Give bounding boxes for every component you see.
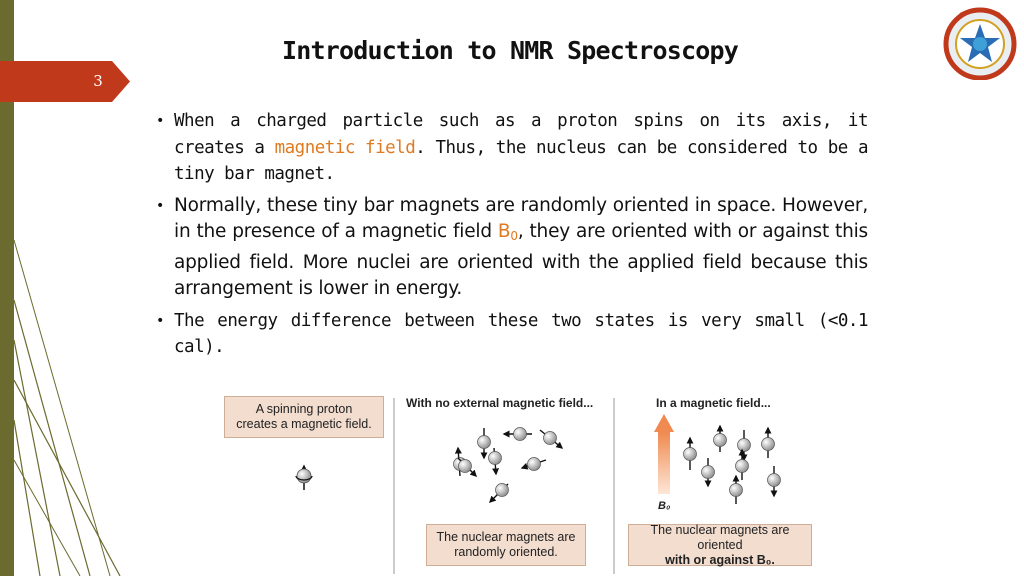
university-logo bbox=[940, 4, 1020, 80]
random-nuclei-group bbox=[454, 428, 563, 503]
caption-random: The nuclear magnets are randomly oriented. bbox=[426, 524, 586, 566]
spinning-proton-icon bbox=[296, 466, 312, 490]
nmr-figure bbox=[222, 390, 822, 574]
slide-number: 3 bbox=[93, 72, 103, 90]
field-label-b0: B₀ bbox=[658, 500, 671, 512]
bullet-list bbox=[156, 108, 868, 366]
highlight-magnetic-field: magnetic field bbox=[274, 137, 416, 158]
symbol-b0: $B_0$ bbox=[497, 221, 518, 243]
bullet-item: • Normally, these tiny bar magnets are randomly oriented in space. However, in the presence of a magnetic field $B_0$, they are oriented with or against this applied field. More nuclei are oriented with the applied field because this arrangement is lower in energy. bbox=[156, 193, 868, 303]
heading-no-field: With no external magnetic field... bbox=[406, 396, 594, 410]
bullet-item: • The energy difference between these two states is very small (<0.1 cal). bbox=[156, 308, 868, 361]
caption-oriented: The nuclear magnets are oriented with or against B₀. bbox=[628, 524, 812, 566]
bullet-item: • When a charged particle such as a proton spins on its axis, it creates a magnetic field. Thus, the nucleus can be considered to be a tiny bar magnet. bbox=[156, 108, 868, 188]
slide-title: Introduction to NMR Spectroscopy bbox=[281, 36, 739, 65]
aligned-nuclei-group bbox=[684, 418, 781, 504]
caption-spinning-proton: A spinning proton creates a magnetic field. bbox=[224, 396, 384, 438]
heading-in-field: In a magnetic field... bbox=[656, 396, 771, 410]
magnetic-field-arrow-icon bbox=[654, 414, 674, 494]
